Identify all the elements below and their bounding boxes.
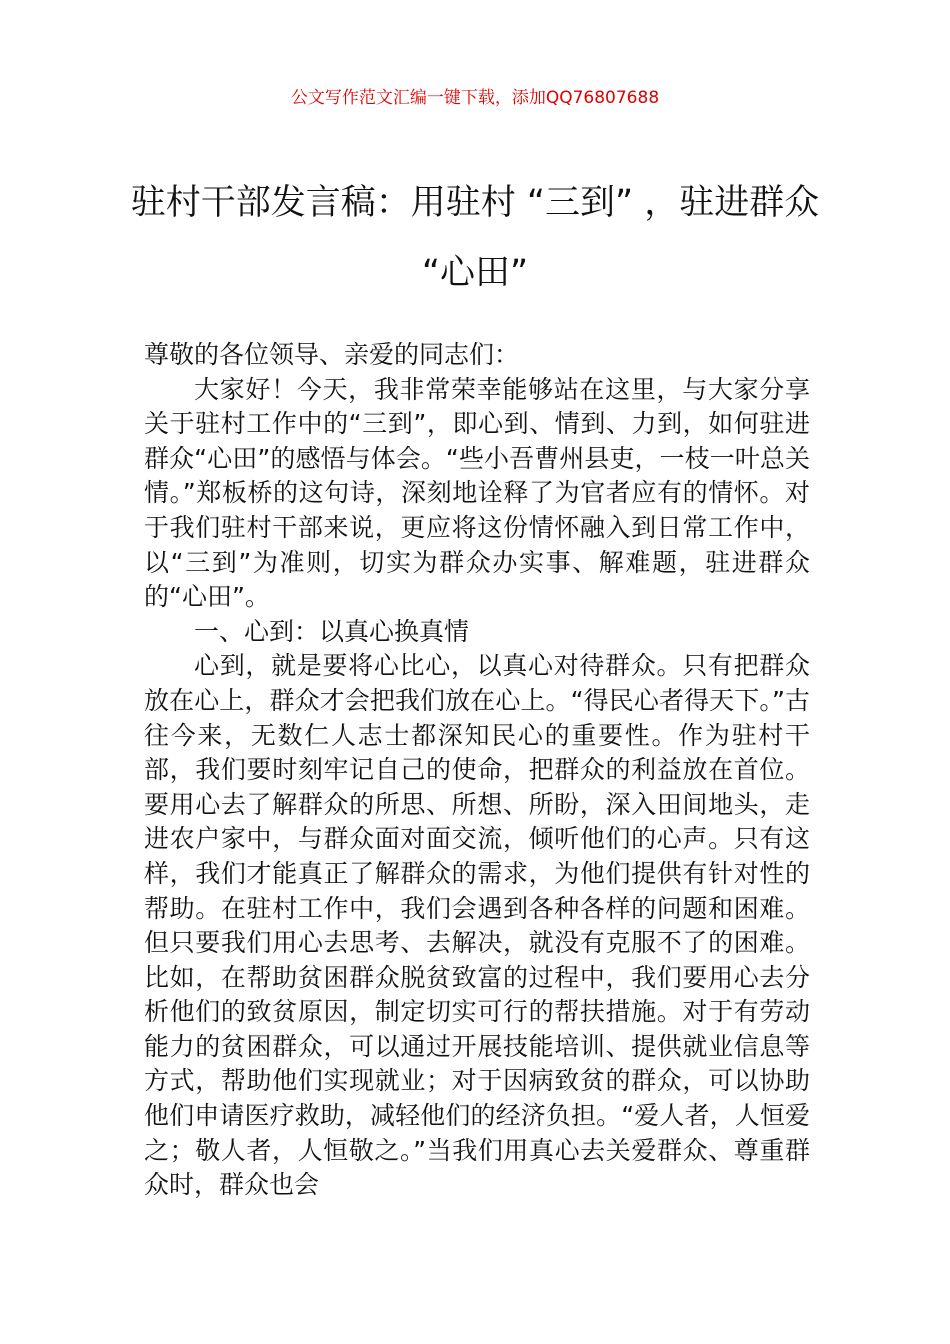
document-body xyxy=(144,338,810,1203)
document-title: 驻村干部发言稿：用驻村 “三到” ，驻进群众 “心田” xyxy=(130,183,820,293)
section-heading-1: 一、心到：以真心换真情 xyxy=(194,616,470,646)
download-notice: 公文写作范文汇编一键下载，添加QQ76807688 xyxy=(290,88,660,108)
salutation: 尊敬的各位领导、亲爱的同志们： xyxy=(144,340,520,369)
paragraph-intro: 大家好！今天，我非常荣幸能够站在这里，与大家分享关于驻村工作中的“三到”，即心到、情到、力到，如何驻进群众“心田”的感悟与体会。“些小吾曹州县吏，一枝一叶总关情。”郑板桥的这句诗，深刻地诠释了为官者应有的情怀。对于我们驻村干部来说，更应将这份情怀融入到日常工作中，以“三到”为准则，切实为群众办实事、解难题，驻进群众的“心田”。 xyxy=(144,374,810,612)
paragraph-section-1: 心到，就是要将心比心，以真心对待群众。只有把群众放在心上，群众才会把我们放在心上。“得民心者得天下。”古往今来，无数仁人志士都深知民心的重要性。作为驻村干部，我们要时刻牢记自己的使命，把群众的利益放在首位。要用心去了解群众的所思、所想、所盼，深入田间地头，走进农户家中，与群众面对面交流，倾听他们的心声。只有这样，我们才能真正了解群众的需求，为他们提供有针对性的帮助。在驻村工作中，我们会遇到各种各样的问题和困难。但只要我们用心去思考、去解决，就没有克服不了的困难。比如，在帮助贫困群众脱贫致富的过程中，我们要用心去分析他们的致贫原因，制定切实可行的帮扶措施。对于有劳动能力的贫困群众，可以通过开展技能培训、提供就业信息等方式，帮助他们实现就业；对于因病致贫的群众，可以协助他们申请医疗救助，减轻他们的经济负担。“爱人者，人恒爱之；敬人者，人恒敬之。”当我们用真心去关爱群众、尊重群众时，群众也会 xyxy=(144,651,810,1200)
